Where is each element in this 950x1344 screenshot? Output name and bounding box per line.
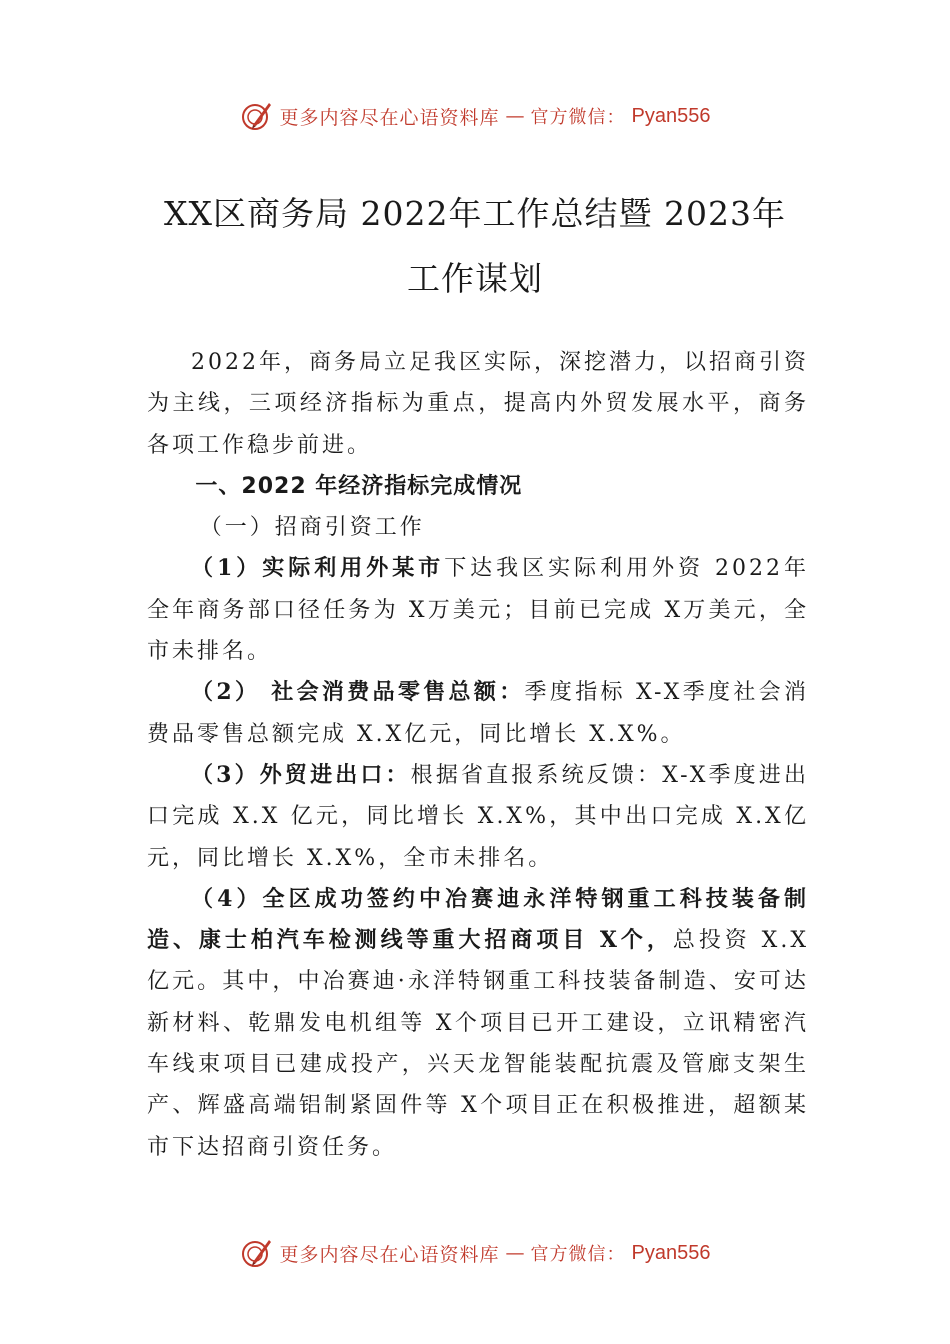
item-text: 下达我区实际利用外资 2022年全年商务部口径任务为 X万美元；目前已完成 X万美元，全市未排名。: [147, 556, 810, 665]
item-paragraph: [147, 755, 809, 879]
banner-dash: —: [505, 1242, 525, 1264]
item-paragraph: [147, 879, 809, 1168]
banner-wechat-id: Pyan556: [631, 104, 711, 127]
banner-label: 官方微信：: [530, 107, 626, 128]
item-lead: （3）外贸进出口：: [191, 761, 411, 788]
item-lead: （2） 社会消费品零售总额：: [191, 679, 525, 706]
banner-wechat-id: Pyan556: [631, 1241, 711, 1264]
item-lead: （1）实际利用外某市: [191, 555, 445, 582]
pen-logo-icon: [240, 1236, 274, 1270]
item-paragraph: [147, 672, 809, 755]
intro-paragraph: 2022年，商务局立足我区实际，深挖潜力，以招商引资为主线，三项经济指标为重点，提高内外贸发展水平，商务各项工作稳步前进。: [147, 350, 809, 458]
header-watermark: [0, 96, 950, 136]
item-lead: （4）全区成功签约中冶赛迪永洋特钢重工科技装备制造、康士柏汽车检测线等重大招商项目 X个，: [147, 885, 809, 954]
item-paragraph: [147, 548, 809, 672]
footer-watermark: [0, 1233, 950, 1273]
document-title-line1: XX区商务局 2022年工作总结暨 2023年: [164, 194, 786, 233]
banner-slogan: 更多内容尽在心语资料库: [279, 106, 500, 129]
banner-slogan: 更多内容尽在心语资料库: [279, 1243, 500, 1266]
item-text: 根据省直报系统反馈：X-X季度进出口完成 X.X 亿元，同比增长 X.X%，其中出口完成 X.X亿元，同比增长 X.X%，全市未排名。: [147, 762, 809, 871]
document-body: [147, 342, 809, 1168]
document-title-line2: 工作谋划: [407, 259, 543, 298]
banner-label: 官方微信：: [530, 1244, 626, 1265]
item-text: 总投资 X.X亿元。其中，中冶赛迪·永洋特钢重工科技装备制造、安可达新材料、乾鼎发电机组等 X个项目已开工建设，立讯精密汽车线束项目已建成投产，兴天龙智能装配抗震及管廊支架生产、辉盛高端铝制紧固件等 X个项目正在积极推进，超额某市下达招商引资任务。: [147, 928, 810, 1160]
section-heading: 一、2022 年经济指标完成情况: [195, 473, 523, 499]
subsection-heading: （一）招商引资工作: [199, 515, 425, 541]
pen-logo-icon: [240, 99, 274, 133]
banner-dash: —: [505, 105, 525, 127]
item-text: 季度指标 X-X季度社会消费品零售总额完成 X.X亿元，同比增长 X.X%。: [147, 680, 809, 747]
